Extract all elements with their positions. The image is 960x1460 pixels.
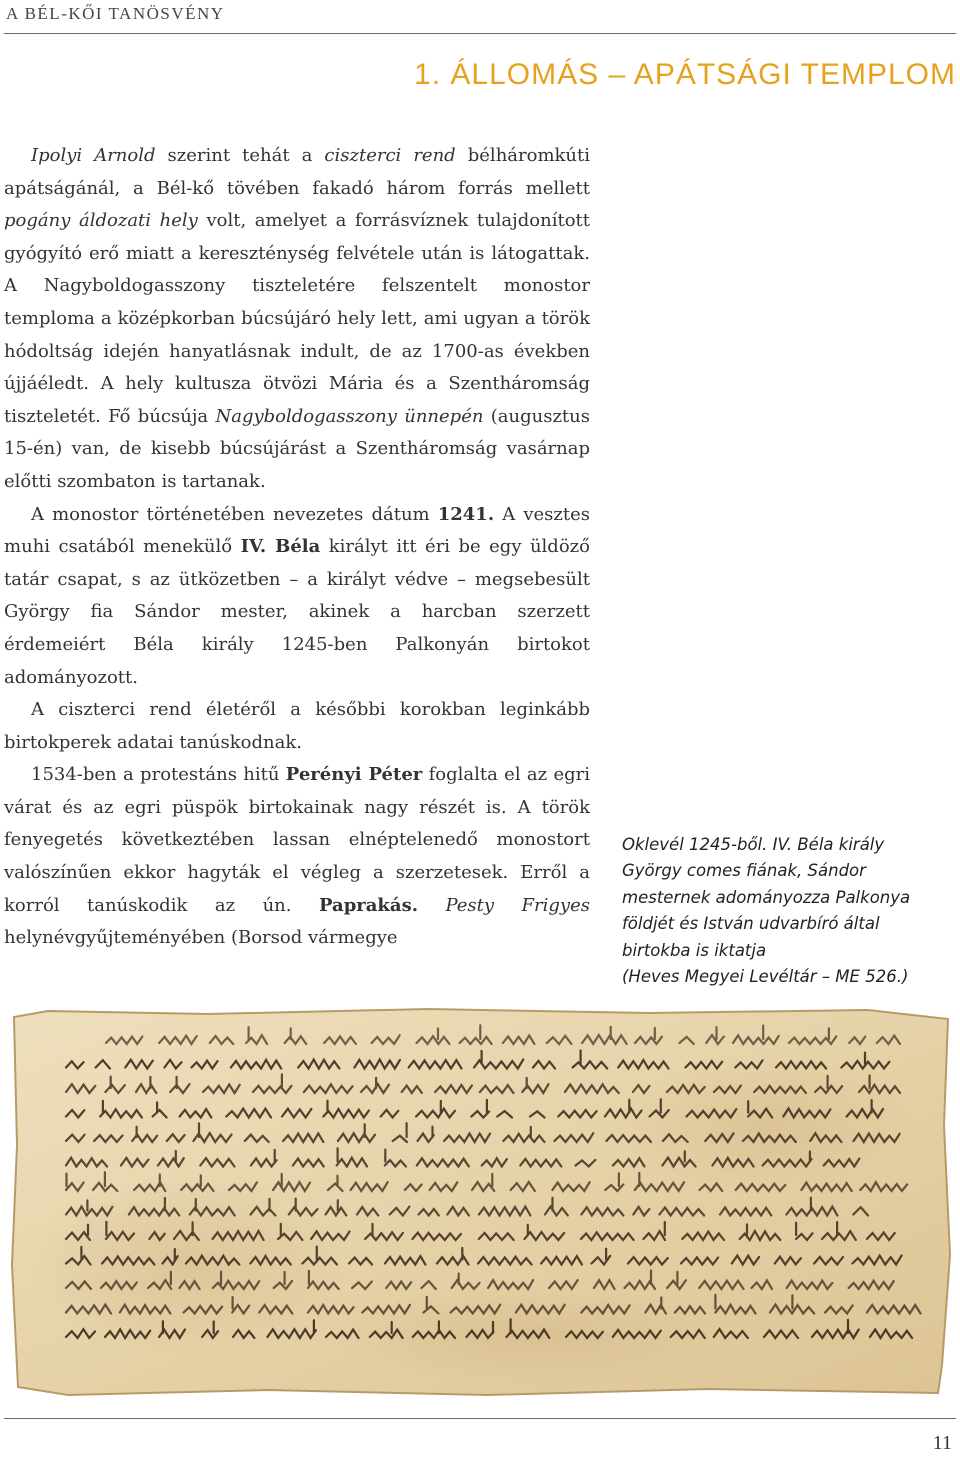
bold-phrase: 1241. — [437, 503, 495, 525]
caption-line: földjét és István udvarbíró által — [622, 914, 880, 934]
paragraph-2 — [4, 499, 590, 695]
article-body — [4, 140, 590, 955]
paragraph-3 — [4, 694, 590, 759]
text-run: A monostor történetében nevezetes dátum — [31, 503, 438, 525]
caption-line: Oklevél 1245-ből. IV. Béla király — [622, 835, 885, 854]
italic-phrase: Pesty Frigyes — [445, 894, 590, 916]
text-run: volt, amelyet a forrásvíznek tulajdonított gyógyító erő miatt a kereszténység felvétele után is látogattak. A Nagyboldogasszony tiszteletére felszentelt monostor temploma a középkorban búcsújáró hely lett, ami ugyan a török hódoltság idején hanyatlásnak indult, de az 1700-as években újjáéledt. A hely kultusza ötvözi Mária és a Szentháromság tiszteletét. Fő búcsúja — [4, 210, 590, 427]
bold-phrase: IV. Béla — [240, 536, 321, 558]
caption-line: birtokba is iktatja — [622, 940, 767, 960]
italic-phrase: ciszterci rend — [324, 145, 456, 166]
text-run: 1534-ben a protestáns hitű — [31, 764, 286, 786]
italic-phrase: Nagyboldogasszony ünnepén — [215, 405, 484, 427]
text-run: A ciszterci rend életéről a későbbi korokban leginkább birtokperek adatai tanúskodnak. — [4, 699, 590, 753]
text-run: A vesztes muhi csatából menekülő — [4, 503, 590, 558]
caption-line: mesternek adományozza Palkonya — [622, 887, 911, 907]
caption-line: (Heves Megyei Levéltár – ME 526.) — [622, 967, 909, 987]
text-run: királyt itt éri be egy üldöző tatár csapat, s az ütközetben – a királyt védve – megsebesült György fia Sándor mester, akinek a harcban szerzett érdemeiért Béla király 1245-ben Palkonyán birtokot adományozott. — [4, 536, 590, 688]
top-divider — [4, 33, 956, 34]
text-run: bélháromkúti apátságánál, a Bél-kő tövében fakadó három forrás mellett — [4, 145, 591, 199]
paragraph-4 — [4, 759, 590, 955]
running-head: A BÉL-KŐI TANÖSVÉNY — [6, 4, 225, 23]
text-run — [418, 895, 446, 916]
image-caption — [622, 832, 952, 990]
bold-phrase: Perényi Péter — [285, 764, 423, 786]
station-title: 1. ÁLLOMÁS – APÁTSÁGI TEMPLOM — [414, 58, 956, 91]
charter-image — [8, 1005, 954, 1400]
text-run: foglalta el az egri várat és az egri püspök birtokainak nagy részét is. A török fenyegetés következtében lassan elnéptelenedő monostort valószínűen ekkor hagyták el végleg a szerzetesek. Erről a korról tanúskodik az ún. — [4, 764, 591, 916]
text-run: szerint tehát a — [155, 145, 325, 166]
bold-phrase: Paprakás. — [318, 894, 418, 916]
page-number: 11 — [932, 1432, 952, 1454]
bottom-divider — [4, 1418, 956, 1419]
text-run: (augusztus 15-én) van, de kisebb búcsújárást a Szentháromság vasárnap előtti szombaton is tartanak. — [4, 405, 590, 492]
caption-line: György comes fiának, Sándor — [622, 861, 866, 881]
text-run: helynévgyűjteményében (Borsod vármegye — [4, 927, 398, 949]
italic-phrase: Ipolyi Arnold — [31, 145, 156, 166]
paragraph-1 — [4, 140, 590, 499]
italic-phrase: pogány áldozati hely — [4, 210, 198, 232]
